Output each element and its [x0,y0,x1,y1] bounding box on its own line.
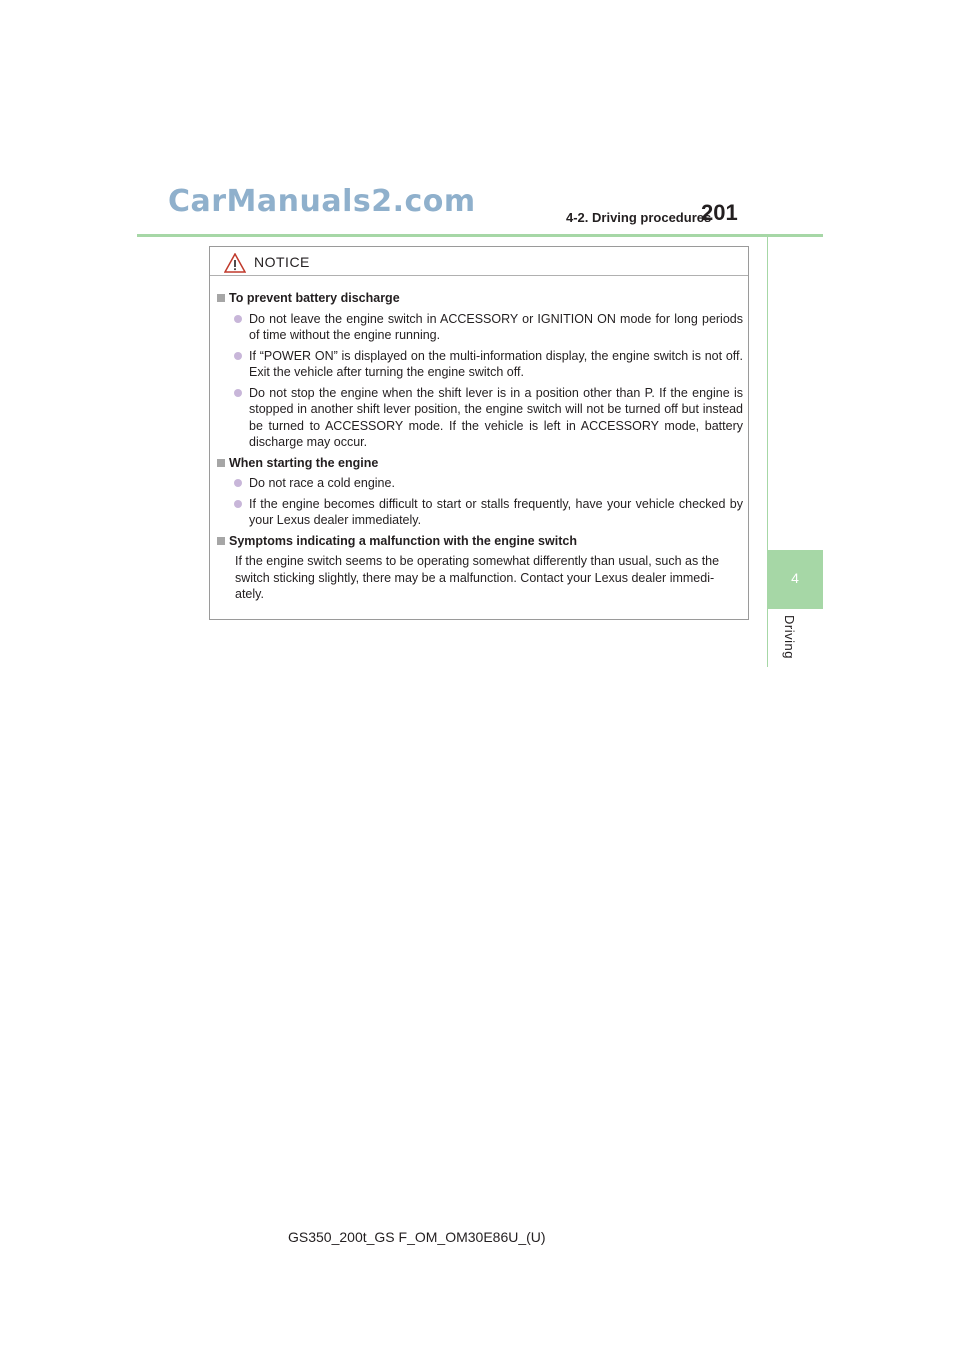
section-header: 4-2. Driving procedures [566,210,712,225]
document-code: GS350_200t_GS F_OM_OM30E86U_(U) [288,1229,546,1245]
list-item: If the engine becomes difficult to start or stalls frequently, have your vehicle checked by your Lexus dealer immediately. [217,496,743,529]
round-bullet-icon [234,479,242,487]
list-item: Do not leave the engine switch in ACCESSORY or IGNITION ON mode for long periods of time without the engine running. [217,311,743,344]
list-item: If “POWER ON” is displayed on the multi-information display, the engine switch is not off. Exit the vehicle after turning the engine switch off. [217,348,743,381]
section-text: If the engine switch seems to be operating somewhat differently than usual, such as the switch sticking slightly, there may be a malfunction. Contact your Lexus dealer immedi-ately. [235,554,720,601]
round-bullet-icon [234,389,242,397]
square-bullet-icon [217,294,225,302]
section-title: When starting the engine [217,455,743,472]
list-item: Do not race a cold engine. [217,475,743,492]
notice-body [210,276,748,603]
list-item: Do not stop the engine when the shift lever is in a position other than P. If the engine is stopped in another shift lever position, the engine switch will not be turned off but instead be turned to ACCESSORY mode. If the vehicle is left in ACCESSORY mode, battery discharge may occur. [217,385,743,451]
section-title: Symptoms indicating a malfunction with the engine switch [217,533,743,550]
watermark-logo: CarManuals2.com [168,184,476,219]
notice-title: NOTICE [254,254,310,270]
warning-triangle-icon [224,253,246,273]
notice-box [209,246,749,620]
round-bullet-icon [234,315,242,323]
section-title: To prevent battery discharge [217,290,743,307]
notice-header [210,247,748,276]
square-bullet-icon [217,459,225,467]
page-number: 201 [701,200,738,225]
square-bullet-icon [217,537,225,545]
chapter-label: Driving [782,615,797,659]
round-bullet-icon [234,500,242,508]
chapter-number: 4 [791,570,799,586]
header-divider [137,234,823,237]
chapter-tab [767,550,823,609]
round-bullet-icon [234,352,242,360]
